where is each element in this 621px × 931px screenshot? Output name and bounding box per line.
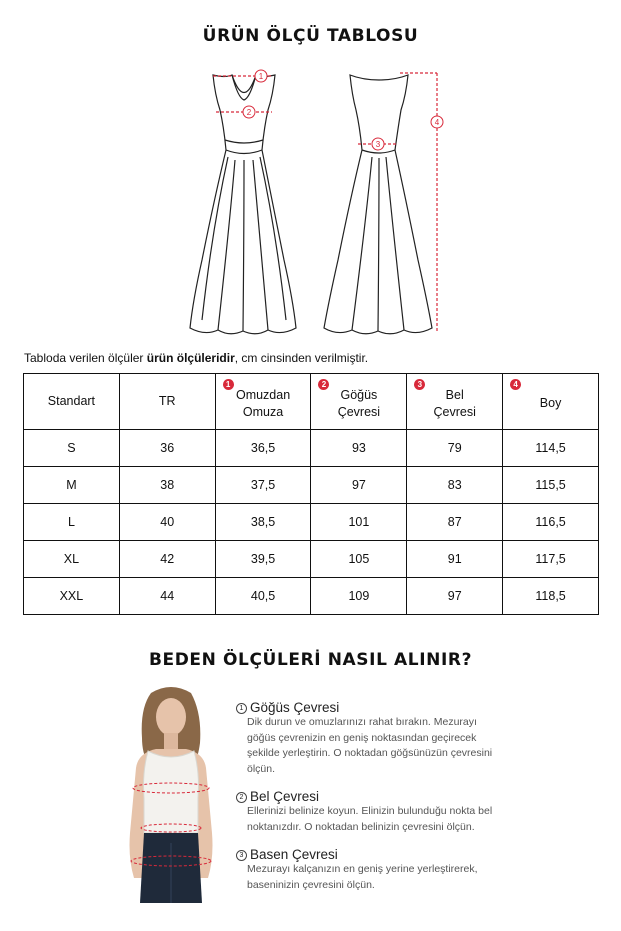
back-dress xyxy=(324,75,432,334)
table-cell: M xyxy=(24,467,120,504)
table-cell: L xyxy=(24,504,120,541)
table-cell: 97 xyxy=(311,467,407,504)
model-illustration xyxy=(116,683,226,903)
diagram-markers xyxy=(243,70,443,150)
table-cell: 44 xyxy=(119,578,215,615)
svg-text:4: 4 xyxy=(434,118,440,127)
table-cell: 118,5 xyxy=(503,578,599,615)
table-row xyxy=(24,467,599,504)
header-label: Standart xyxy=(47,394,96,408)
header-badge: 1 xyxy=(223,379,234,390)
table-row xyxy=(24,578,599,615)
header-badge: 2 xyxy=(318,379,329,390)
table-cell: 91 xyxy=(407,541,503,578)
header-badge: 4 xyxy=(510,379,521,390)
table-header-cell xyxy=(119,374,215,430)
svg-text:2: 2 xyxy=(246,108,252,117)
table-cell: 36,5 xyxy=(215,430,311,467)
table-cell: 114,5 xyxy=(503,430,599,467)
table-header-row xyxy=(24,374,599,430)
table-row xyxy=(24,541,599,578)
size-chart-title: ÜRÜN ÖLÇÜ TABLOSU xyxy=(202,26,419,46)
table-cell: 40 xyxy=(119,504,215,541)
table-cell: 109 xyxy=(311,578,407,615)
how-to-measure-title: BEDEN ÖLÇÜLERİ NASIL ALINIR? xyxy=(148,650,473,670)
guide-waist: 2 Bel Çevresi Ellerinizi belinize koyun. Elinizin bulunduğu nokta bel noktanızdır. O noktadan belinizin çevresini ölçün. xyxy=(236,789,536,835)
table-header-cell xyxy=(311,374,407,430)
table-cell: 87 xyxy=(407,504,503,541)
table-cell: 38,5 xyxy=(215,504,311,541)
header-label: Göğüs Çevresi xyxy=(337,387,381,419)
table-cell: 93 xyxy=(311,430,407,467)
table-cell: 83 xyxy=(407,467,503,504)
guide-chest: 1 Göğüs Çevresi Dik durun ve omuzlarınızı rahat bırakın. Mezurayı göğüs çevrenizin en geniş noktasından geçirecek şekilde yerleştirin. O noktadan göğsünüzün çevresini ölçün. xyxy=(236,700,536,777)
header-label: TR xyxy=(158,394,176,408)
table-header-cell xyxy=(24,374,120,430)
table-cell: 79 xyxy=(407,430,503,467)
dress-diagram xyxy=(0,0,621,345)
table-cell: 101 xyxy=(311,504,407,541)
measure-guide xyxy=(236,700,536,905)
header-badge: 3 xyxy=(414,379,425,390)
table-cell: 105 xyxy=(311,541,407,578)
table-cell: XL xyxy=(24,541,120,578)
table-cell: XXL xyxy=(24,578,120,615)
svg-text:3: 3 xyxy=(375,140,381,149)
table-cell: 38 xyxy=(119,467,215,504)
table-row xyxy=(24,430,599,467)
table-cell: 40,5 xyxy=(215,578,311,615)
table-note: Tabloda verilen ölçüler ürün ölçüleridir, cm cinsinden verilmiştir. xyxy=(24,351,369,365)
table-header-cell xyxy=(407,374,503,430)
table-cell: 116,5 xyxy=(503,504,599,541)
table-cell: 97 xyxy=(407,578,503,615)
table-cell: 115,5 xyxy=(503,467,599,504)
table-cell: 42 xyxy=(119,541,215,578)
table-cell: S xyxy=(24,430,120,467)
size-table xyxy=(23,373,599,615)
table-cell: 37,5 xyxy=(215,467,311,504)
table-row xyxy=(24,504,599,541)
table-cell: 39,5 xyxy=(215,541,311,578)
table-header-cell xyxy=(215,374,311,430)
table-cell: 117,5 xyxy=(503,541,599,578)
header-label: Boy xyxy=(539,396,562,410)
svg-text:1: 1 xyxy=(258,72,264,81)
table-header-cell xyxy=(503,374,599,430)
guide-hip: 3 Basen Çevresi Mezurayı kalçanızın en geniş yerine yerleştirerek, baseninizin çevresini ölçün. xyxy=(236,847,536,893)
table-cell: 36 xyxy=(119,430,215,467)
header-label: Bel Çevresi xyxy=(433,387,476,419)
header-label: Omuzdan Omuza xyxy=(235,387,291,419)
